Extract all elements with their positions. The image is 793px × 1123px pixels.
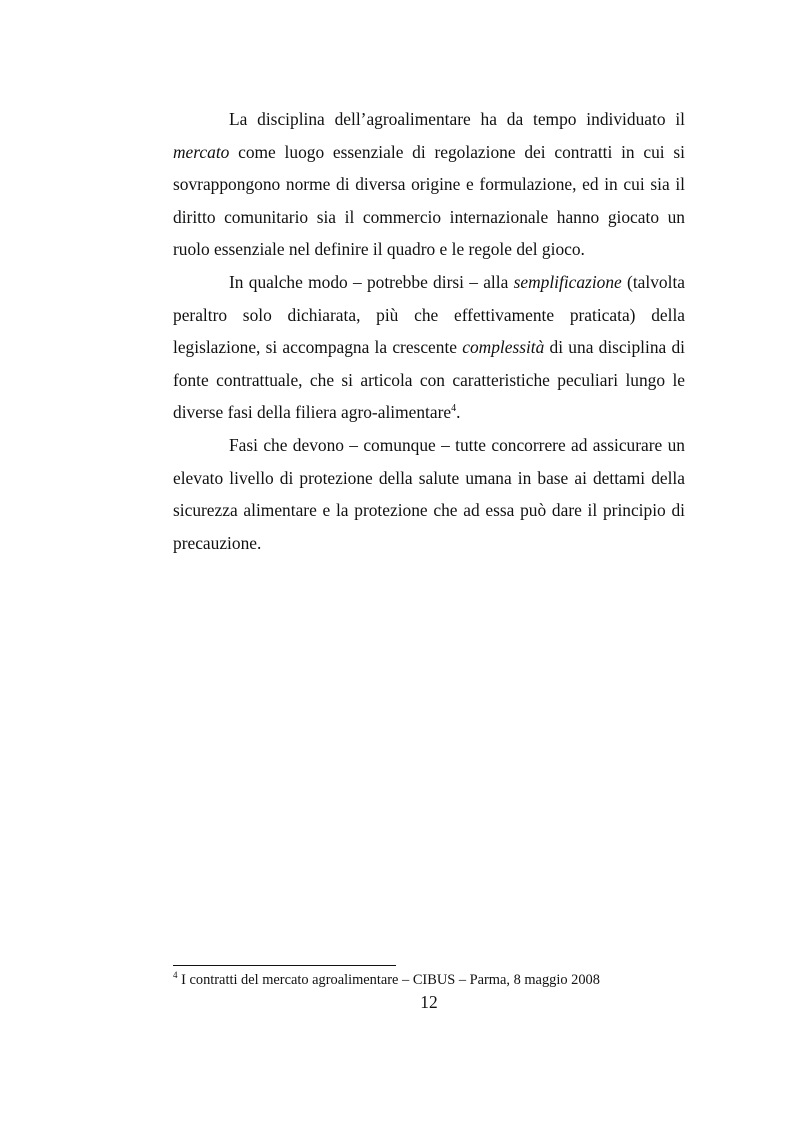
term-complessita: complessità [462,337,545,358]
footnote-marker: 4 [173,970,178,981]
body-text [173,103,685,559]
paragraph-2 [173,266,685,429]
paragraph-2-text-b: (talvolta peraltro solo dichiarata, più che effettivamente praticata) della legislazione, si accompagna la crescente [173,271,685,358]
paragraph-1 [173,103,685,266]
term-semplificazione: semplificazione [513,271,622,292]
page-number: 12 [420,992,438,1012]
paragraph-2-text-c: di una disciplina di fonte contrattuale, che si articola con caratteristiche peculiari lungo le diverse fasi della filiera agro-alimentare [173,337,685,423]
footnote-separator [173,965,396,966]
footnote [173,971,693,989]
footnote-reference[interactable]: 4 [451,403,457,415]
paragraph-1-text-b: come luogo essenziale di regolazione dei contratti in cui si sovrappongono norme di diversa origine e formulazione, ed in cui sia il diritto comunitario sia il commercio internazionale hanno giocato un ruolo essenziale nel definire il quadro e le regole del gioco. [173,141,685,260]
paragraph-3 [173,429,685,559]
paragraph-2-text-a: In qualche modo – potrebbe dirsi – alla [229,271,514,292]
paragraph-2-text-d: . [456,402,461,423]
footnote-text: I contratti del mercato agroalimentare – CIBUS – Parma, 8 maggio 2008 [177,972,600,988]
paragraph-3-text: Fasi che devono – comunque – tutte concorrere ad assicurare un elevato livello di protezione della salute umana in base ai dettami della sicurezza alimentare e la protezione che ad essa può dare il principio di precauzione. [173,434,685,553]
paragraph-1-text-a: La disciplina dell’agroalimentare ha da tempo individuato il [229,109,685,129]
term-mercato: mercato [173,141,230,162]
